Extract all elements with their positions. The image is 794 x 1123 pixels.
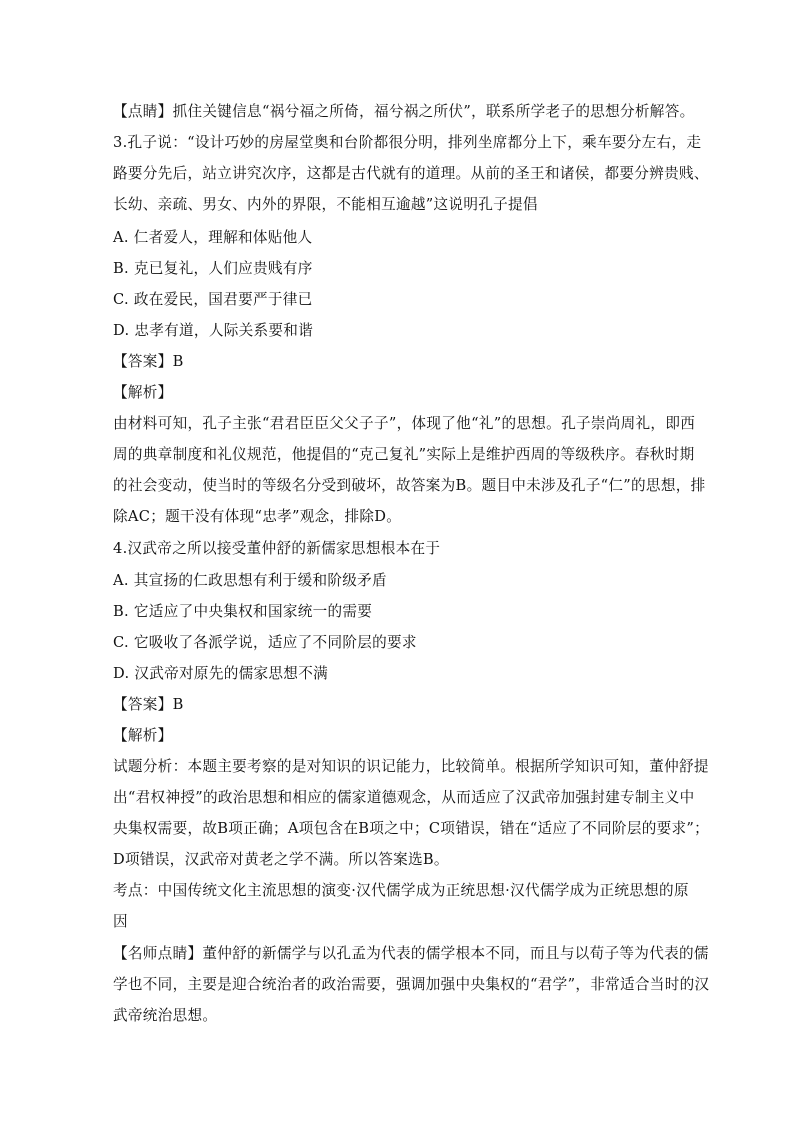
- q3-analysis-line: 除AC；题干没有体现“忠孝”观念，排除D。: [113, 508, 402, 525]
- q3-option-a: A. 仁者爱人，理解和体贴他人: [113, 229, 313, 246]
- q4-mingshi-paragraph: [113, 944, 709, 966]
- q4-option-c: C. 它吸收了各派学说，适应了不同阶层的要求: [113, 634, 417, 651]
- q4-answer: 【答案】B: [113, 696, 184, 713]
- q4-option-d: D. 汉武帝对原先的儒家思想不满: [113, 665, 328, 682]
- q4-kaodian-line: 因: [113, 913, 128, 930]
- mingshi-tag: 【名师点睛】: [113, 945, 203, 962]
- q3-stem-line: 长幼、亲疏、男女、内外的界限，不能相互逾越”这说明孔子提倡: [113, 196, 538, 213]
- q4-mingshi-line: 学也不同，主要是迎合统治者的政治需要，强调加强中央集权的“君学”，非常适合当时的汉: [113, 976, 710, 993]
- q4-option-b: B. 它适应了中央集权和国家统一的需要: [113, 603, 373, 620]
- dianjing-paragraph: [113, 102, 693, 124]
- q3-analysis-line: 由材料可知，孔子主张“君君臣臣父父子子”，体现了他“礼”的思想。孔子崇尚周礼，即西: [113, 415, 696, 432]
- q4-analysis-title: 【解析】: [113, 727, 173, 744]
- q3-analysis-title: 【解析】: [113, 384, 173, 401]
- q3-stem-line: 路要分先后，站立讲究次序，这都是古代就有的道理。从前的圣王和诸侯，都要分辨贵贱、: [113, 165, 709, 182]
- q4-analysis-line: 试题分析：本题主要考察的是对知识的识记能力，比较简单。根据所学知识可知，董仲舒提: [113, 758, 709, 775]
- q4-kaodian-line: 考点：中国传统文化主流思想的演变·汉代儒学成为正统思想·汉代儒学成为正统思想的原: [113, 882, 689, 899]
- q3-stem-line: 3.孔子说：“设计巧妙的房屋堂奥和台阶都很分明，排列坐席都分上下，乘车要分左右，走: [113, 134, 702, 151]
- q3-analysis-line: 的社会变动，使当时的等级名分受到破坏，故答案为B。题目中未涉及孔子“仁”的思想，排: [113, 477, 706, 494]
- dianjing-text: 抓住关键信息“祸兮福之所倚，福兮祸之所伏”，联系所学老子的思想分析解答。: [172, 103, 695, 120]
- q4-stem-line: 4.汉武帝之所以接受董仲舒的新儒家思想根本在于: [113, 540, 441, 557]
- dianjing-tag: 【点睛】: [113, 103, 173, 120]
- q4-analysis-line: 出“君权神授”的政治思想和相应的儒家道德观念，从而适应了汉武帝加强封建专制主义中: [113, 789, 695, 806]
- q4-analysis-line: 央集权需要，故B项正确；A项包含在B项之中；C项错误，错在“适应了不同阶层的要求”；: [113, 820, 710, 837]
- q3-option-d: D. 忠孝有道，人际关系要和谐: [113, 322, 314, 339]
- q3-answer: 【答案】B: [113, 353, 184, 370]
- mingshi-text-line: 董仲舒的新儒学与以孔孟为代表的儒学根本不同，而且与以荀子等为代表的儒: [202, 945, 709, 962]
- q3-analysis-line: 周的典章制度和礼仪规范，他提倡的“克己复礼”实际上是维护西周的等级秩序。春秋时期: [113, 446, 695, 463]
- q4-analysis-line: D项错误，汉武帝对黄老之学不满。所以答案选B。: [113, 851, 449, 868]
- q3-option-b: B. 克已复礼，人们应贵贱有序: [113, 260, 313, 277]
- q4-mingshi-line: 武帝统治思想。: [113, 1007, 218, 1024]
- q4-option-a: A. 其宣扬的仁政思想有利于缓和阶级矛盾: [113, 572, 387, 589]
- q3-option-c: C. 政在爱民，国君要严于律已: [113, 291, 313, 308]
